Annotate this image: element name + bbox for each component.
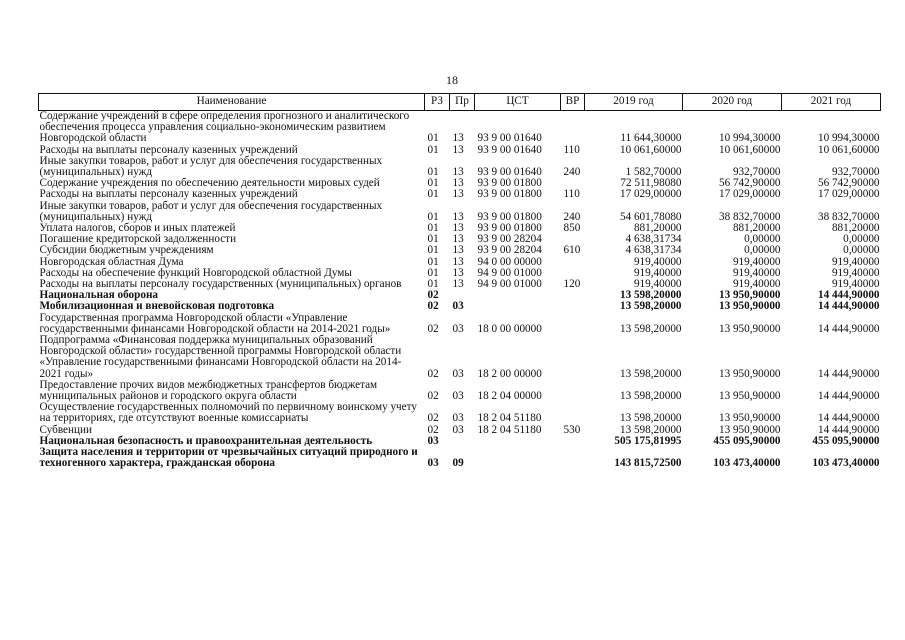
header-row (39, 94, 881, 111)
row-value-2019: 72 511,98080 (620, 177, 682, 190)
row-name: Расходы на выплаты персоналу казенных учреждений (39, 143, 298, 156)
row-rz: 02 (427, 367, 439, 380)
row-value-2020: 38 832,70000 (718, 210, 781, 223)
header-cst: ЦСТ (475, 94, 561, 111)
row-value-2020: 13 950,90000 (718, 289, 781, 302)
row-value-2019: 11 644,30000 (620, 132, 682, 145)
row-value-2021: 10 994,30000 (817, 132, 880, 145)
row-name: Расходы на выплаты персоналу казенных учреждений (39, 188, 298, 201)
row-value-2019: 13 598,20000 (619, 390, 682, 403)
row-vr (561, 301, 585, 312)
table-row (39, 335, 881, 380)
row-value-2021: 14 444,90000 (817, 289, 880, 302)
row-value-2021: 56 742,90000 (817, 177, 880, 190)
row-vr (561, 436, 585, 447)
table-row (39, 447, 881, 469)
row-value-2019: 919,40000 (633, 266, 682, 279)
row-cst (475, 447, 561, 469)
row-cst: 93 9 00 01800 (477, 222, 542, 235)
row-name: Иные закупки товаров, работ и услуг для обеспечения государственных (муниципальных) нужд (39, 154, 383, 179)
row-pr: 03 (452, 367, 464, 380)
row-value-2021: 932,70000 (831, 166, 880, 179)
row-value-2019: 919,40000 (633, 278, 682, 291)
row-rz: 02 (427, 289, 439, 302)
row-pr: 13 (452, 210, 464, 223)
row-cst: 93 9 00 01640 (477, 132, 542, 145)
row-rz: 02 (427, 412, 439, 425)
row-cst: 94 0 00 00000 (477, 255, 542, 268)
row-vr (561, 290, 585, 301)
row-value-2021: 17 029,00000 (817, 188, 880, 201)
row-name: Содержание учреждения по обеспечению деятельности мировых судей (39, 177, 380, 190)
row-value-2019: 919,40000 (633, 255, 682, 268)
row-pr: 13 (452, 233, 464, 246)
row-pr: 03 (452, 300, 464, 313)
row-value-2020: 13 950,90000 (718, 322, 781, 335)
table-row (39, 156, 881, 178)
row-value-2021: 14 444,90000 (817, 390, 880, 403)
row-vr (561, 111, 585, 145)
row-value-2019: 505 175,81995 (614, 434, 682, 447)
row-value-2021: 919,40000 (831, 266, 880, 279)
row-value-2019: 881,20000 (633, 222, 682, 235)
row-value-2021: 881,20000 (831, 222, 880, 235)
row-vr: 610 (563, 244, 581, 257)
table-row (39, 189, 881, 200)
row-value-2021: 14 444,90000 (817, 367, 880, 380)
row-rz: 01 (427, 255, 439, 268)
row-name: Защита населения и территории от чрезвычайных ситуаций природного и техногенного характера, гражданская оборона (39, 446, 418, 470)
row-value-2019: 13 598,20000 (619, 423, 682, 436)
row-value-2021: 103 473,40000 (812, 457, 880, 470)
row-value-2020: 13 950,90000 (718, 412, 781, 425)
row-pr: 13 (452, 266, 464, 279)
row-value-2020: 919,40000 (732, 278, 781, 291)
header-vr: ВР (561, 94, 585, 111)
row-pr: 13 (452, 143, 464, 156)
row-cst (475, 301, 561, 312)
row-vr (561, 402, 585, 424)
row-pr: 13 (452, 188, 464, 201)
row-vr (561, 313, 585, 335)
row-pr: 09 (452, 457, 464, 470)
row-value-2019: 13 598,20000 (619, 367, 682, 380)
row-name: Осуществление государственных полномочий по первичному воинскому учету на территориях, где отсутствуют военные комиссариаты (39, 401, 417, 425)
row-name: Иные закупки товаров, работ и услуг для обеспечения государственных (муниципальных) нужд (39, 199, 383, 223)
row-value-2019: 13 598,20000 (619, 412, 682, 425)
table-row (39, 380, 881, 402)
row-cst: 93 9 00 01800 (477, 177, 542, 190)
row-value-2020: 919,40000 (732, 266, 781, 279)
row-value-2019: 13 598,20000 (619, 322, 682, 335)
row-rz: 01 (427, 143, 439, 156)
row-value-2020: 10 061,60000 (718, 143, 781, 156)
row-value-2020: 56 742,90000 (718, 177, 781, 190)
row-cst: 18 2 04 00000 (477, 390, 542, 403)
row-vr: 110 (563, 143, 580, 156)
table-row (39, 111, 881, 145)
row-cst: 93 9 00 01640 (477, 143, 542, 156)
header-2021: 2021 год (782, 94, 881, 111)
row-value-2020: 0,00000 (744, 244, 781, 257)
row-rz: 01 (427, 177, 439, 190)
row-value-2019: 4 638,31734 (625, 244, 682, 257)
row-rz: 02 (427, 300, 439, 313)
row-pr: 13 (452, 255, 464, 268)
table-row (39, 313, 881, 335)
row-rz: 01 (427, 233, 439, 246)
row-vr: 530 (563, 423, 581, 436)
row-vr (561, 335, 585, 380)
row-value-2021: 10 061,60000 (817, 143, 880, 156)
row-cst: 18 0 00 00000 (477, 322, 542, 335)
header-2020: 2020 год (683, 94, 782, 111)
table-body (39, 111, 881, 470)
row-value-2021: 455 095,90000 (812, 434, 880, 447)
row-rz: 01 (427, 188, 439, 201)
row-pr: 03 (452, 390, 464, 403)
row-value-2020: 455 095,90000 (713, 434, 781, 447)
row-cst: 93 9 00 28204 (477, 244, 542, 257)
row-rz: 01 (427, 244, 439, 257)
row-vr: 240 (563, 210, 581, 223)
table-row (39, 201, 881, 223)
row-rz: 01 (427, 210, 439, 223)
row-pr: 13 (452, 278, 464, 291)
row-pr: 13 (452, 244, 464, 257)
header-name: Наименование (39, 94, 425, 111)
row-value-2020: 13 950,90000 (718, 423, 781, 436)
row-name: Содержание учреждений в сфере определения прогнозного и аналитического обеспечения процесса управления социально-экономическим развитием Новгородской области (39, 110, 410, 145)
row-rz: 02 (427, 322, 439, 335)
row-value-2020: 103 473,40000 (713, 457, 781, 470)
row-vr (561, 380, 585, 402)
row-pr: 03 (452, 423, 464, 436)
row-value-2020: 0,00000 (744, 233, 781, 246)
row-rz: 01 (427, 132, 439, 145)
row-value-2021: 14 444,90000 (817, 322, 880, 335)
row-cst: 93 9 00 01800 (477, 188, 542, 201)
row-cst: 94 9 00 01000 (477, 266, 542, 279)
row-value-2020: 13 950,90000 (718, 390, 781, 403)
table-row (39, 402, 881, 424)
row-value-2019: 10 061,60000 (619, 143, 682, 156)
row-cst: 93 9 00 01640 (477, 166, 542, 179)
row-rz: 02 (427, 390, 439, 403)
row-rz: 01 (427, 166, 439, 179)
row-vr (561, 447, 585, 469)
row-value-2021: 919,40000 (831, 255, 880, 268)
row-cst (475, 436, 561, 447)
header-2019: 2019 год (585, 94, 683, 111)
row-vr: 240 (563, 166, 581, 179)
row-cst: 93 9 00 28204 (477, 233, 542, 246)
row-vr: 850 (563, 222, 581, 235)
row-rz: 03 (427, 434, 439, 447)
row-value-2021: 14 444,90000 (817, 300, 880, 313)
row-value-2021: 919,40000 (831, 278, 880, 291)
row-value-2021: 14 444,90000 (817, 412, 880, 425)
row-name: Мобилизационная и вневойсковая подготовка (39, 300, 275, 313)
row-name: Расходы на обеспечение функций Новгородской областной Думы (39, 266, 352, 279)
row-rz: 01 (427, 266, 439, 279)
page-number: 18 (446, 73, 458, 87)
row-cst: 18 2 04 51180 (477, 412, 542, 425)
table-row (39, 301, 881, 312)
row-cst: 94 9 00 01000 (477, 278, 542, 291)
row-name: Субсидии бюджетным учреждениям (39, 244, 214, 257)
row-pr (450, 436, 475, 447)
row-value-2019: 13 598,20000 (619, 300, 682, 313)
row-pr: 03 (452, 322, 464, 335)
row-cst: 18 2 04 51180 (477, 423, 542, 436)
row-value-2021: 0,00000 (843, 244, 880, 257)
row-value-2019: 13 598,20000 (619, 289, 682, 302)
row-pr: 13 (452, 177, 464, 190)
row-value-2020: 17 029,00000 (718, 188, 781, 201)
row-name: Государственная программа Новгородской области «Управление государственными финансами Новгородской области на 2014-2021 годы» (39, 311, 391, 335)
row-value-2021: 0,00000 (843, 233, 880, 246)
row-name: Расходы на выплаты персоналу государственных (муниципальных) органов (39, 278, 402, 291)
header-rz: РЗ (425, 94, 450, 111)
row-name: Предоставление прочих видов межбюджетных трансфертов бюджетам муниципальных районов и городского округа области (39, 378, 378, 403)
row-value-2020: 13 950,90000 (718, 367, 781, 380)
row-cst (475, 290, 561, 301)
row-cst: 18 2 00 00000 (477, 367, 542, 380)
row-name: Подпрограмма «Финансовая поддержка муниципальных образований Новгородской области» государственной программы Новгородской области «Управление государственными финансами Новгородской области на 2014-2021 годы» (39, 334, 402, 380)
row-value-2019: 1 582,70000 (625, 166, 682, 179)
row-name: Субвенции (39, 423, 92, 436)
table-header (39, 94, 881, 111)
row-value-2021: 14 444,90000 (817, 423, 880, 436)
row-value-2020: 919,40000 (732, 255, 781, 268)
row-rz: 03 (427, 457, 439, 470)
row-rz: 01 (427, 278, 439, 291)
row-vr: 120 (563, 278, 581, 291)
row-name: Погашение кредиторской задолженности (39, 233, 237, 246)
row-value-2019: 17 029,00000 (619, 188, 682, 201)
row-value-2020: 881,20000 (732, 222, 781, 235)
row-vr: 110 (563, 188, 580, 201)
row-vr (561, 257, 585, 268)
row-value-2019: 54 601,78080 (619, 210, 682, 223)
row-cst: 93 9 00 01800 (477, 210, 542, 223)
table-row (39, 245, 881, 256)
row-pr: 13 (452, 166, 464, 179)
row-rz: 02 (427, 423, 439, 436)
header-pr: Пр (450, 94, 475, 111)
row-pr: 13 (452, 222, 464, 235)
budget-table (38, 93, 881, 470)
row-value-2021: 38 832,70000 (817, 210, 880, 223)
row-value-2020: 932,70000 (732, 166, 781, 179)
row-value-2020: 10 994,30000 (718, 132, 781, 145)
row-value-2020: 13 950,90000 (718, 300, 781, 313)
row-pr: 13 (452, 132, 464, 145)
row-name: Национальная безопасность и правоохранительная деятельность (39, 434, 373, 447)
row-name: Новгородская областная Дума (39, 255, 184, 268)
row-name: Национальная оборона (39, 289, 158, 302)
row-value-2019: 143 815,72500 (614, 457, 682, 470)
row-value-2019: 4 638,31734 (625, 233, 682, 246)
row-rz: 01 (427, 222, 439, 235)
row-pr: 03 (452, 412, 464, 425)
row-name: Уплата налогов, сборов и иных платежей (39, 222, 236, 235)
